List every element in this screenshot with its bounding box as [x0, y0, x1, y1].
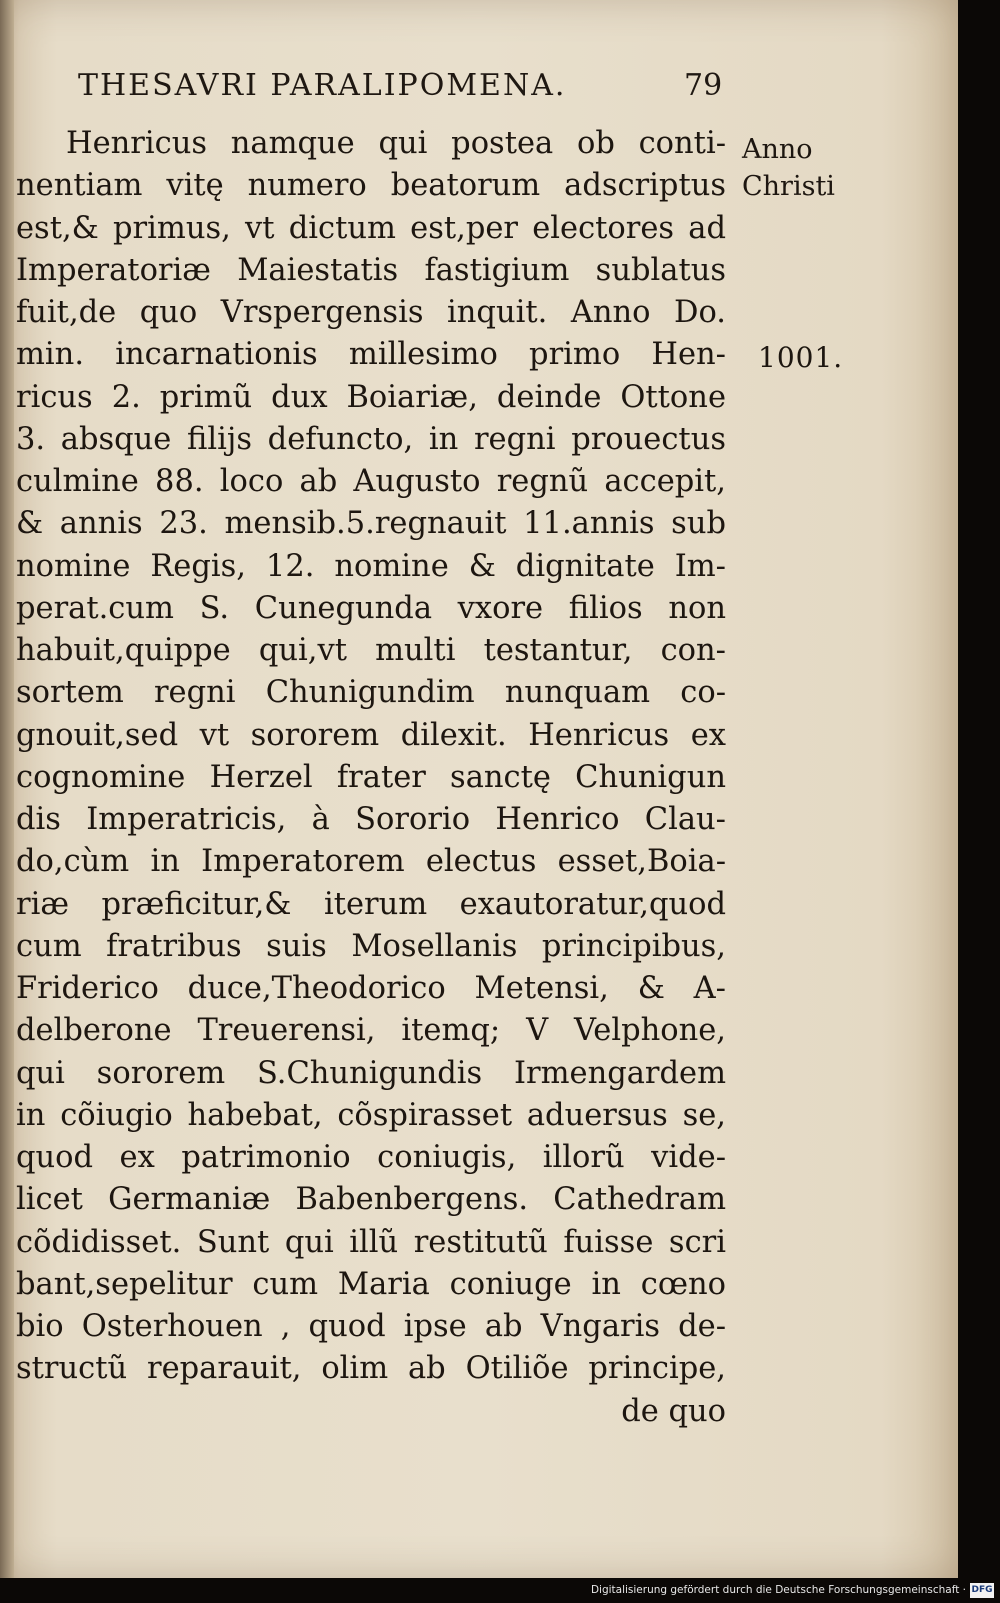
text-line: delberone Treuerensi, itemq; V Velphone, [16, 1013, 726, 1049]
text-line: perat.cum S. Cunegunda vxore filios non [16, 590, 726, 626]
marginal-year: 1001. [758, 341, 844, 374]
text-line: bant,sepelitur cum Maria coniuge in cœno [16, 1266, 726, 1302]
text-line: est,& primus, vt dictum est,per electores ad [16, 210, 726, 246]
text-line: gnouit,sed vt sororem dilexit. Henricus ex [16, 717, 726, 753]
text-line: cognomine Herzel frater sanctę Chunigun [16, 759, 726, 795]
text-line: fuit,de quo Vrspergensis inquit. Anno Do. [16, 295, 726, 330]
marginal-christi: Christi [742, 171, 835, 202]
catchword: de quo [621, 1393, 726, 1429]
page-number: 79 [684, 68, 723, 103]
text-line: qui sororem S.Chunigundis Irmengardem [16, 1055, 726, 1091]
text-line: ricus 2. primũ dux Boiariæ, deinde Ottone [16, 379, 726, 415]
text-line: sortem regni Chunigundim nunquam co- [16, 675, 726, 711]
page-gutter-shadow [0, 0, 14, 1578]
dfg-logo-icon: DFG [970, 1583, 994, 1598]
text-line: Friderico duce,Theodorico Metensi, & A- [16, 971, 726, 1006]
text-line: & annis 23. mensib.5.regnauit 11.annis sub [16, 506, 726, 542]
text-line: in cõiugio habebat, cõspirasset aduersus se, [16, 1097, 726, 1133]
text-line: nomine Regis, 12. nomine & dignitate Im- [16, 548, 726, 584]
text-line: bio Osterhouen , quod ipse ab Vngaris de- [16, 1309, 726, 1344]
text-line: habuit,quippe qui,vt multi testantur, con- [16, 633, 726, 668]
text-line: cum fratribus suis Mosellanis principibus, [16, 928, 726, 964]
marginal-anno: Anno [742, 134, 813, 165]
footer-credit: Digitalisierung gefördert durch die Deutsche Forschungsgemeinschaft · [590, 1584, 966, 1596]
text-line: min. incarnationis millesimo primo Hen- [16, 337, 726, 373]
text-line: culmine 88. loco ab Augusto regnũ accepit, [16, 464, 726, 499]
text-line: structũ reparauit, olim ab Otiliõe principe, [16, 1351, 726, 1387]
marginal-note-anno-christi [742, 131, 835, 205]
text-line: licet Germaniæ Babenbergens. Cathedram [16, 1182, 726, 1218]
text-line: Henricus namque qui postea ob conti- [66, 126, 726, 161]
running-head [78, 68, 738, 103]
text-line: quod ex patrimonio coniugis, illorũ vide- [16, 1140, 726, 1175]
text-line: cõdidisset. Sunt qui illũ restitutũ fuisse scri [16, 1224, 726, 1260]
text-line: 3. absque filijs defuncto, in regni prouectus [16, 421, 726, 457]
running-head-title: THESAVRI PARALIPOMENA. [78, 68, 567, 103]
digitization-footer [0, 1578, 1000, 1603]
body-text [16, 123, 726, 1433]
text-line: nentiam vitę numero beatorum adscriptus [16, 168, 726, 204]
text-line: do,cùm in Imperatorem electus esset,Boia- [16, 844, 726, 880]
text-line: dis Imperatricis, à Sororio Henrico Clau- [16, 802, 726, 837]
text-line: Imperatoriæ Maiestatis fastigium sublatus [16, 252, 726, 288]
text-line: riæ præficitur,& iterum exautoratur,quod [16, 886, 726, 922]
